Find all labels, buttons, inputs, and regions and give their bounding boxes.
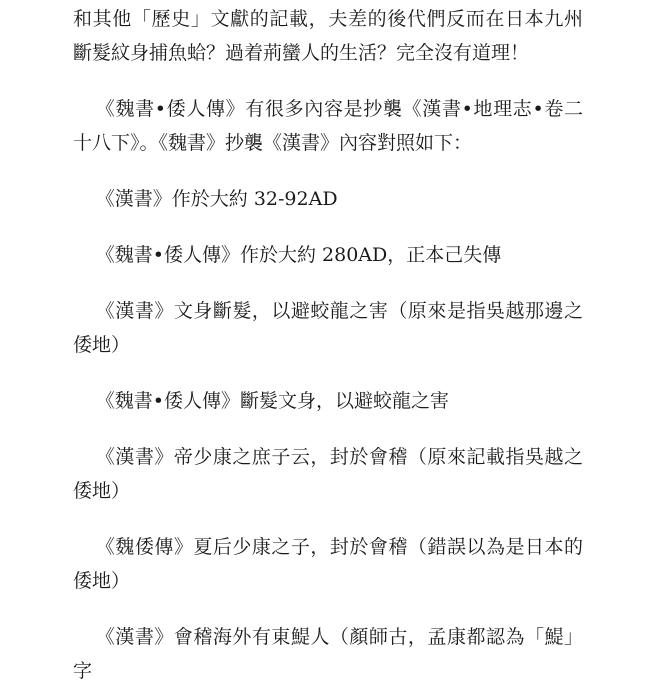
paragraph-weishu-shaokang: 《魏倭傳》夏后少康之子，封於會稽（錯誤以為是日本的倭地） <box>73 536 583 592</box>
article-body <box>73 0 583 688</box>
paragraph-hanshu-shaokang: 《漢書》帝少康之庶子云，封於會稽（原來記載指吳越之倭地） <box>73 446 583 502</box>
paragraph-hanshu-date: 《漢書》作於大約 32-92AD <box>95 188 338 210</box>
paragraph-weishu-tattoo: 《魏書•倭人傳》斷髮文身，以避蛟龍之害 <box>95 390 450 412</box>
paragraph-hanshu-dongti: 《漢書》會稽海外有東鯷人（顏師古，孟康都認為「鯷」字 <box>73 626 583 682</box>
paragraph-hanshu-tattoo: 《漢書》文身斷髮，以避蛟龍之害（原來是指吳越那邊之倭地） <box>73 300 583 356</box>
paragraph-weishu-date: 《魏書•倭人傳》作於大約 280AD，正本己失傳 <box>95 244 502 266</box>
paragraph-weishu-copying: 《魏書•倭人傳》有很多內容是抄襲《漢書•地理志•卷二十八下》。《魏書》抄襲《漢書》內容對照如下： <box>73 98 583 154</box>
paragraph-continuation: 和其他「歷史」文獻的記載，夫差的後代們反而在日本九州斷髮紋身捕魚蛤？過着荊蠻人的生活？完全沒有道理！ <box>73 8 583 64</box>
